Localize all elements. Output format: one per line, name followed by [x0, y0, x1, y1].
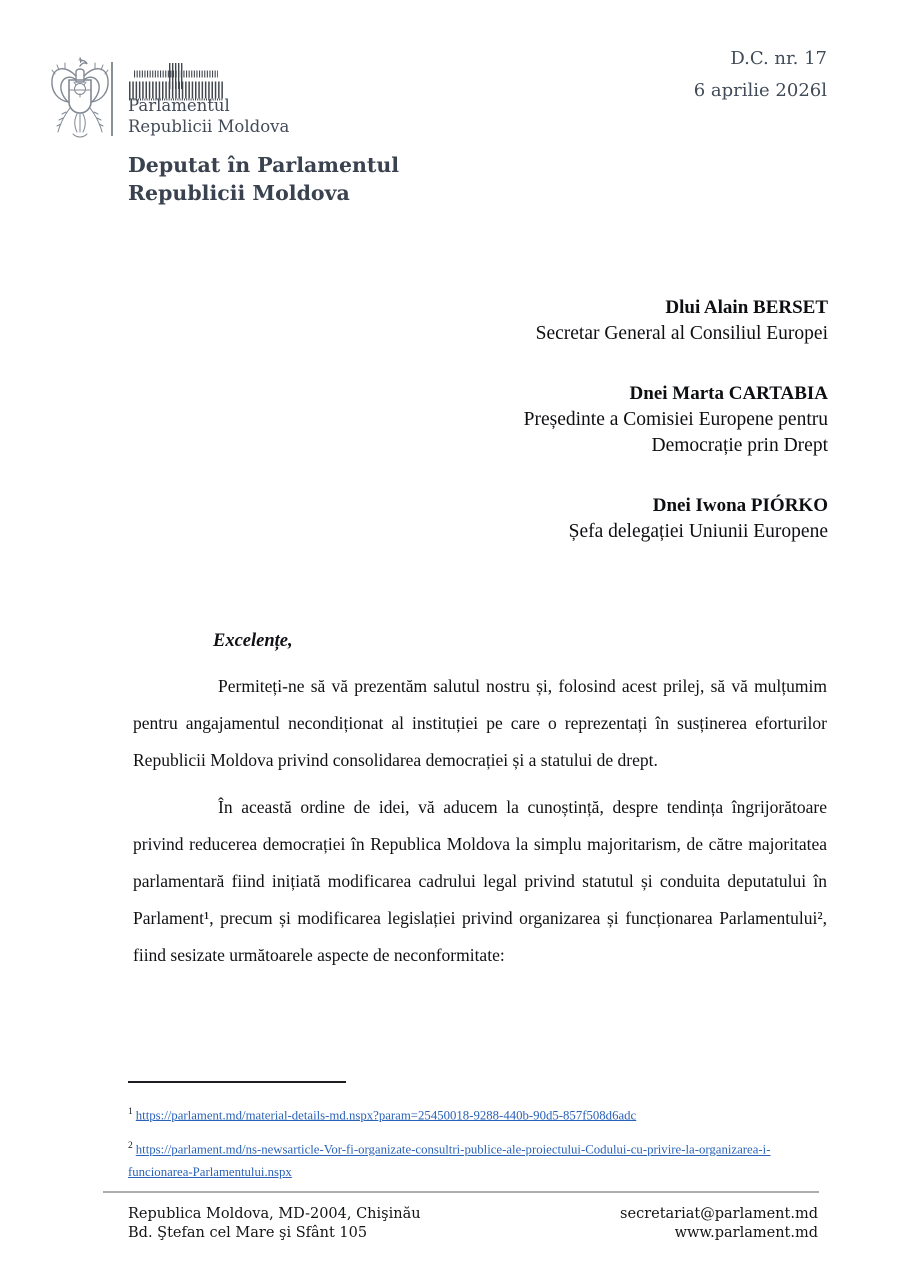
document-title-line1: Deputat în Parlamentul [128, 153, 400, 177]
reference-number: D.C. nr. 17 [730, 48, 827, 69]
footer-rule [103, 1191, 819, 1193]
moldova-coat-of-arms-icon [46, 56, 114, 142]
page-footer [128, 1205, 818, 1242]
letter-body [133, 629, 827, 974]
footnote-2-link[interactable]: https://parlament.md/ns-newsarticle-Vor-fi-organizate-consultri-publice-ale-proiectului-Codului-cu-privire-la-organizarea-i-funcionarea-Parlamentului.nspx [128, 1142, 771, 1179]
org-name-line1: Parlamentul [128, 96, 230, 115]
footnote-2 [128, 1135, 828, 1182]
recipient-3-role: Șefa delegației Uniunii Europene [568, 521, 828, 542]
footer-address-line1: Republica Moldova, MD-2004, Chişinău [128, 1206, 421, 1222]
recipient-3-name: Dnei Iwona PIÓRKO [652, 495, 828, 516]
paragraph-2: În această ordine de idei, vă aducem la cunoștință, despre tendința îngrijorătoare privind reducerea democrației în Republica Moldova la simplu majoritarism, de către majoritatea parlamentară fiind inițiată modificarea cadrului legal privind statutul și conduita deputatului în Parlament¹, precum și modificarea legislației privind organizarea și funcționarea Parlamentului², fiind sesizate următoarele aspecte de neconformitate: [133, 797, 827, 965]
org-name [128, 95, 289, 137]
recipient-2-role: Președinte a Comisiei Europene pentru Democrație prin Drept [523, 409, 828, 456]
footer-address-line2: Bd. Ştefan cel Mare şi Sfânt 105 [128, 1224, 368, 1241]
reference-block [694, 48, 827, 101]
footnote-separator [128, 1081, 346, 1083]
document-date: 6 aprilie 2026l [693, 80, 827, 101]
recipients-block [428, 295, 828, 579]
org-name-line2: Republicii Moldova [128, 117, 290, 136]
document-title-line2: Republicii Moldova [128, 181, 350, 205]
footer-address [128, 1205, 421, 1242]
recipient-1 [428, 295, 828, 347]
footer-website: www.parlament.md [674, 1224, 818, 1241]
header-divider [111, 62, 113, 136]
footer-contacts [620, 1205, 818, 1242]
recipient-1-role: Secretar General al Consiliul Europei [535, 323, 828, 344]
footnotes [128, 1101, 828, 1192]
recipient-2-name: Dnei Marta CARTABIA [629, 383, 828, 404]
footnote-1 [128, 1101, 828, 1126]
recipient-1-name: Dlui Alain BERSET [665, 297, 828, 318]
footnote-2-marker: 2 [128, 1141, 133, 1152]
paragraph-1: Permiteți-ne să vă prezentăm salutul nostru și, folosind acest prilej, să vă mulțumim pentru angajamentul necondiționat al instituției pe care o reprezentați în susținerea eforturilor Republicii Moldova privind consolidarea democrației și a statului de drept. [133, 676, 827, 770]
recipient-2 [428, 381, 828, 459]
document-title [128, 151, 399, 207]
salutation: Excelențe, [213, 631, 293, 651]
recipient-3 [428, 493, 828, 545]
footnote-1-marker: 1 [128, 1107, 133, 1117]
footnote-1-link[interactable]: https://parlament.md/material-details-md.nspx?param=25450018-9288-440b-90d5-857f508d6adc [135, 1108, 637, 1123]
footer-email: secretariat@parlament.md [620, 1206, 818, 1222]
